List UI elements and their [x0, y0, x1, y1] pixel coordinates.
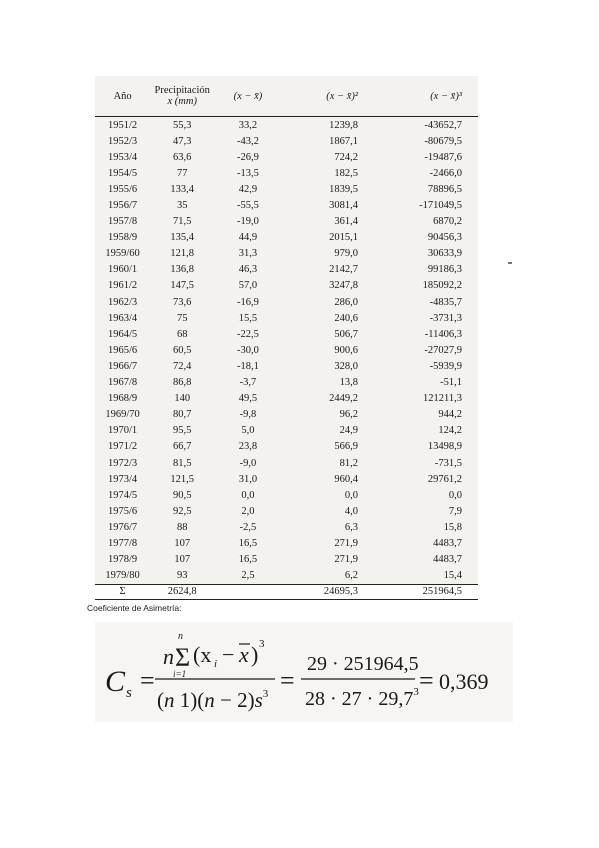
cell-year: 1968/9	[108, 393, 138, 405]
formula-equals-2: =	[280, 666, 295, 695]
formula-num-exponent: 3	[259, 638, 265, 650]
cell-deviation-cubed: 185092,2	[422, 280, 462, 292]
cell-deviation-cubed: -27027,9	[424, 344, 462, 356]
cell-deviation-squared: 506,7	[334, 328, 359, 340]
cell-deviation-squared: 328,0	[334, 360, 359, 372]
header-precipitation	[150, 76, 214, 117]
cell-precipitation: 71,5	[173, 216, 192, 228]
cell-year: 1962/3	[108, 296, 138, 308]
cell-deviation-cubed: 30633,9	[427, 248, 462, 260]
cell-deviation-squared: 724,2	[334, 151, 359, 163]
cell-year: 1965/6	[108, 344, 138, 356]
cell-year: 1957/8	[108, 216, 138, 228]
cell-year: 1973/4	[108, 473, 138, 485]
cell-deviation-cubed: -731,5	[434, 457, 462, 469]
table-row	[95, 246, 478, 262]
formula-denominator: (n $1)(n - 2)s^3$	[157, 688, 269, 712]
cell-precipitation: 81,5	[173, 457, 192, 469]
cell-deviation-cubed: -43652,7	[424, 119, 462, 131]
precipitation-table-scan	[95, 76, 478, 598]
cell-precipitation: 95,5	[173, 425, 192, 437]
cell-precipitation: 35	[176, 200, 188, 212]
cell-year: 1952/3	[108, 135, 138, 147]
cell-deviation-squared: 1239,8	[329, 119, 359, 131]
cell-deviation: 16,5	[238, 537, 258, 549]
cell-year: 1974/5	[108, 489, 138, 501]
table-row	[95, 165, 478, 181]
cell-deviation-cubed: 13498,9	[427, 441, 462, 453]
cell-deviation-squared: 979,0	[334, 248, 359, 260]
formula-result: 0,369	[439, 669, 489, 694]
cell-deviation-cubed: 4483,7	[433, 537, 462, 549]
cell-deviation-squared: 3081,4	[329, 200, 359, 212]
cell-precipitation: 88	[176, 521, 188, 533]
table-row	[95, 149, 478, 165]
table-row	[95, 326, 478, 342]
cell-deviation-squared: 0,0	[344, 489, 359, 501]
cell-deviation-squared: 3247,8	[329, 280, 359, 292]
cell-year: 1954/5	[108, 167, 138, 179]
table-row	[95, 181, 478, 197]
cell-deviation: 2,5	[241, 570, 255, 582]
cell-year: 1964/5	[108, 328, 138, 340]
cell-deviation: -43,2	[237, 135, 259, 147]
formula-num-minus: −	[222, 642, 235, 667]
cell-deviation: -9,0	[239, 457, 257, 469]
table-row	[95, 262, 478, 278]
cell-precipitation: 133,4	[170, 183, 195, 195]
cell-year: 1979/80	[105, 570, 140, 582]
cell-deviation-squared: 271,9	[334, 537, 359, 549]
cell-precipitation: 121,8	[170, 248, 195, 260]
cell-deviation-squared: 2015,1	[329, 232, 359, 244]
table-row	[95, 230, 478, 246]
cell-deviation: 31,3	[238, 248, 258, 260]
cell-deviation-squared: 361,4	[334, 216, 359, 228]
cell-precipitation: 86,8	[173, 377, 192, 389]
cell-deviation-squared: 4,0	[344, 505, 359, 517]
table-row	[95, 342, 478, 358]
cell-precipitation: 107	[174, 537, 191, 549]
cell-deviation-squared: 566,9	[334, 441, 359, 453]
table-row	[95, 391, 478, 407]
cell-deviation: 57,0	[238, 280, 258, 292]
cell-deviation-cubed: -80679,5	[424, 135, 462, 147]
cell-year: 1967/8	[108, 377, 138, 389]
cell-year: 1961/2	[108, 280, 138, 292]
cell-deviation: -22,5	[237, 328, 259, 340]
cell-deviation-cubed: 29761,2	[427, 473, 462, 485]
cell-deviation-cubed: 4483,7	[433, 554, 462, 566]
cell-year: 1958/9	[108, 232, 138, 244]
cell-precipitation: 121,5	[170, 473, 195, 485]
header-deviation-cubed: (x − x̄)³	[430, 90, 462, 102]
cell-deviation-cubed: 90456,3	[427, 232, 462, 244]
totals-label: Σ	[119, 586, 126, 598]
cell-deviation-squared: 6,2	[344, 570, 359, 582]
formula-sigma: Σ	[175, 643, 191, 672]
cell-deviation: 31,0	[238, 473, 258, 485]
cell-deviation-squared: 240,6	[334, 312, 359, 324]
cell-deviation-cubed: 6870,2	[433, 216, 462, 228]
cell-deviation-cubed: 99186,3	[427, 264, 462, 276]
totals-precipitation: 2624,8	[167, 586, 197, 598]
header-deviation: (x − x̄)	[233, 90, 263, 102]
table-row	[95, 535, 478, 551]
cell-deviation: 42,9	[238, 183, 258, 195]
totals-deviation	[214, 584, 282, 599]
header-precipitation-line2: x (mm)	[167, 96, 197, 107]
scan-artifact	[508, 262, 512, 264]
table-row	[95, 519, 478, 535]
table-row	[95, 503, 478, 519]
cell-deviation: 0,0	[241, 489, 255, 501]
cell-deviation: -18,1	[237, 360, 259, 372]
cell-deviation-cubed: -3731,3	[429, 312, 462, 324]
cell-deviation-cubed: -11406,3	[424, 328, 462, 340]
formula-lhs-subscript: s	[126, 685, 132, 701]
cell-deviation-cubed: -4835,7	[429, 296, 462, 308]
cell-deviation-squared: 2449,2	[329, 393, 359, 405]
cell-precipitation: 73,6	[173, 296, 192, 308]
skewness-formula	[95, 622, 513, 722]
cell-deviation-cubed: 124,2	[438, 425, 462, 437]
cell-deviation: 44,9	[238, 232, 258, 244]
table-totals-row	[95, 584, 478, 599]
cell-deviation-cubed: -51,1	[440, 377, 462, 389]
table-row	[95, 455, 478, 471]
cell-year: 1951/2	[108, 119, 138, 131]
totals-deviation-cubed: 251964,5	[422, 586, 462, 598]
cell-year: 1959/60	[105, 248, 140, 260]
cell-deviation-squared: 1867,1	[329, 135, 359, 147]
cell-precipitation: 147,5	[170, 280, 195, 292]
table-row	[95, 117, 478, 134]
table-row	[95, 358, 478, 374]
cell-year: 1956/7	[108, 200, 138, 212]
table-row	[95, 197, 478, 213]
formula-num-value: 29 · 251964,5	[307, 653, 419, 675]
cell-year: 1977/8	[108, 537, 138, 549]
header-precipitation-line1: Precipitación	[154, 85, 210, 96]
cell-precipitation: 47,3	[173, 135, 192, 147]
cell-year: 1971/2	[108, 441, 138, 453]
cell-deviation-squared: 81,2	[339, 457, 359, 469]
table-header-row	[95, 76, 478, 117]
cell-deviation: -16,9	[237, 296, 259, 308]
cell-precipitation: 66,7	[173, 441, 192, 453]
cell-deviation: -26,9	[237, 151, 259, 163]
cell-deviation-cubed: 121211,3	[423, 393, 462, 405]
cell-precipitation: 93	[176, 570, 188, 582]
cell-precipitation: 60,5	[173, 344, 192, 356]
cell-deviation-cubed: 15,8	[443, 521, 462, 533]
cell-deviation: -9,8	[239, 409, 257, 421]
cell-deviation: 46,3	[238, 264, 258, 276]
cell-deviation: -13,5	[237, 167, 259, 179]
cell-deviation: 49,5	[238, 393, 258, 405]
cell-deviation-squared: 1839,5	[329, 183, 359, 195]
formula-svg	[95, 622, 513, 722]
cell-deviation-squared: 182,5	[334, 167, 359, 179]
cell-precipitation: 80,7	[173, 409, 192, 421]
cell-deviation-cubed: -171049,5	[419, 200, 462, 212]
cell-deviation: 16,5	[238, 554, 258, 566]
cell-year: 1953/4	[108, 151, 138, 163]
cell-deviation-cubed: -5939,9	[429, 360, 462, 372]
cell-deviation: 2,0	[241, 505, 255, 517]
cell-deviation-cubed: 15,4	[443, 570, 462, 582]
cell-precipitation: 107	[174, 554, 191, 566]
cell-deviation-squared: 960,4	[334, 473, 359, 485]
cell-precipitation: 90,5	[173, 489, 192, 501]
cell-year: 1966/7	[108, 360, 138, 372]
totals-deviation-squared: 24695,3	[323, 586, 359, 598]
cell-year: 1975/6	[108, 505, 138, 517]
formula-num-xbar: x	[239, 642, 249, 667]
cell-deviation-cubed: -2466,0	[429, 167, 462, 179]
formula-equals-1: =	[140, 666, 155, 695]
cell-year: 1960/1	[108, 264, 138, 276]
cell-deviation-squared: 13,8	[339, 377, 359, 389]
cell-precipitation: 55,3	[173, 119, 192, 131]
cell-deviation: 5,0	[241, 425, 255, 437]
cell-deviation-squared: 6,3	[344, 521, 359, 533]
cell-deviation-squared: 24,9	[339, 425, 359, 437]
cell-deviation-cubed: -19487,6	[424, 151, 462, 163]
cell-precipitation: 92,5	[173, 505, 192, 517]
formula-sum-lower: i=1	[173, 669, 187, 679]
cell-deviation: 15,5	[238, 312, 258, 324]
precipitation-table	[95, 76, 478, 600]
formula-num-n: n	[163, 644, 174, 669]
header-deviation-squared: (x − x̄)²	[326, 90, 359, 102]
formula-sum-upper: n	[178, 631, 183, 642]
section-label: Coeficiente de Asimetría:	[87, 603, 182, 613]
cell-deviation: 33,2	[238, 119, 258, 131]
cell-precipitation: 77	[176, 167, 188, 179]
header-year: Año	[113, 90, 132, 102]
cell-year: 1969/70	[105, 409, 140, 421]
cell-deviation-squared: 96,2	[339, 409, 359, 421]
cell-deviation: 23,8	[238, 441, 258, 453]
cell-deviation-squared: 286,0	[334, 296, 359, 308]
cell-deviation-cubed: 0,0	[448, 489, 462, 501]
cell-year: 1963/4	[108, 312, 138, 324]
table-row	[95, 375, 478, 391]
table-row	[95, 133, 478, 149]
cell-deviation: -55,5	[237, 200, 259, 212]
table-row	[95, 552, 478, 568]
table-row	[95, 423, 478, 439]
cell-year: 1970/1	[108, 425, 138, 437]
table-row	[95, 439, 478, 455]
cell-precipitation: 136,8	[170, 264, 195, 276]
cell-deviation-cubed: 7,9	[448, 505, 462, 517]
cell-deviation-squared: 2142,7	[329, 264, 359, 276]
formula-num-close: )	[251, 642, 259, 667]
table-row	[95, 471, 478, 487]
cell-deviation: -2,5	[239, 521, 257, 533]
table-body	[95, 117, 478, 585]
formula-den-value: $28 \cdot 27 \cdot 29,7^3$	[305, 686, 419, 710]
cell-precipitation: 63,6	[173, 151, 192, 163]
cell-deviation-cubed: 78896,5	[427, 183, 462, 195]
table-row	[95, 310, 478, 326]
cell-precipitation: 135,4	[170, 232, 195, 244]
cell-deviation-squared: 900,6	[334, 344, 359, 356]
cell-year: 1972/3	[108, 457, 138, 469]
cell-year: 1955/6	[108, 183, 138, 195]
cell-deviation-cubed: 944,2	[438, 409, 462, 421]
table-row	[95, 568, 478, 585]
table-row	[95, 407, 478, 423]
table-row	[95, 278, 478, 294]
cell-deviation: -30,0	[237, 344, 259, 356]
table-row	[95, 487, 478, 503]
formula-equals-3: =	[419, 666, 434, 695]
cell-deviation: -3,7	[239, 377, 257, 389]
cell-year: 1978/9	[108, 554, 138, 566]
formula-num-paren: (x	[193, 642, 212, 667]
formula-lhs: C	[105, 665, 126, 698]
table-row	[95, 214, 478, 230]
cell-precipitation: 68	[176, 328, 188, 340]
cell-precipitation: 75	[176, 312, 188, 324]
cell-deviation: -19,0	[237, 216, 259, 228]
cell-precipitation: 72,4	[173, 360, 192, 372]
table-row	[95, 294, 478, 310]
cell-deviation-squared: 271,9	[334, 554, 359, 566]
cell-year: 1976/7	[108, 521, 138, 533]
cell-precipitation: 140	[174, 393, 191, 405]
formula-num-subscript: i	[214, 658, 218, 670]
